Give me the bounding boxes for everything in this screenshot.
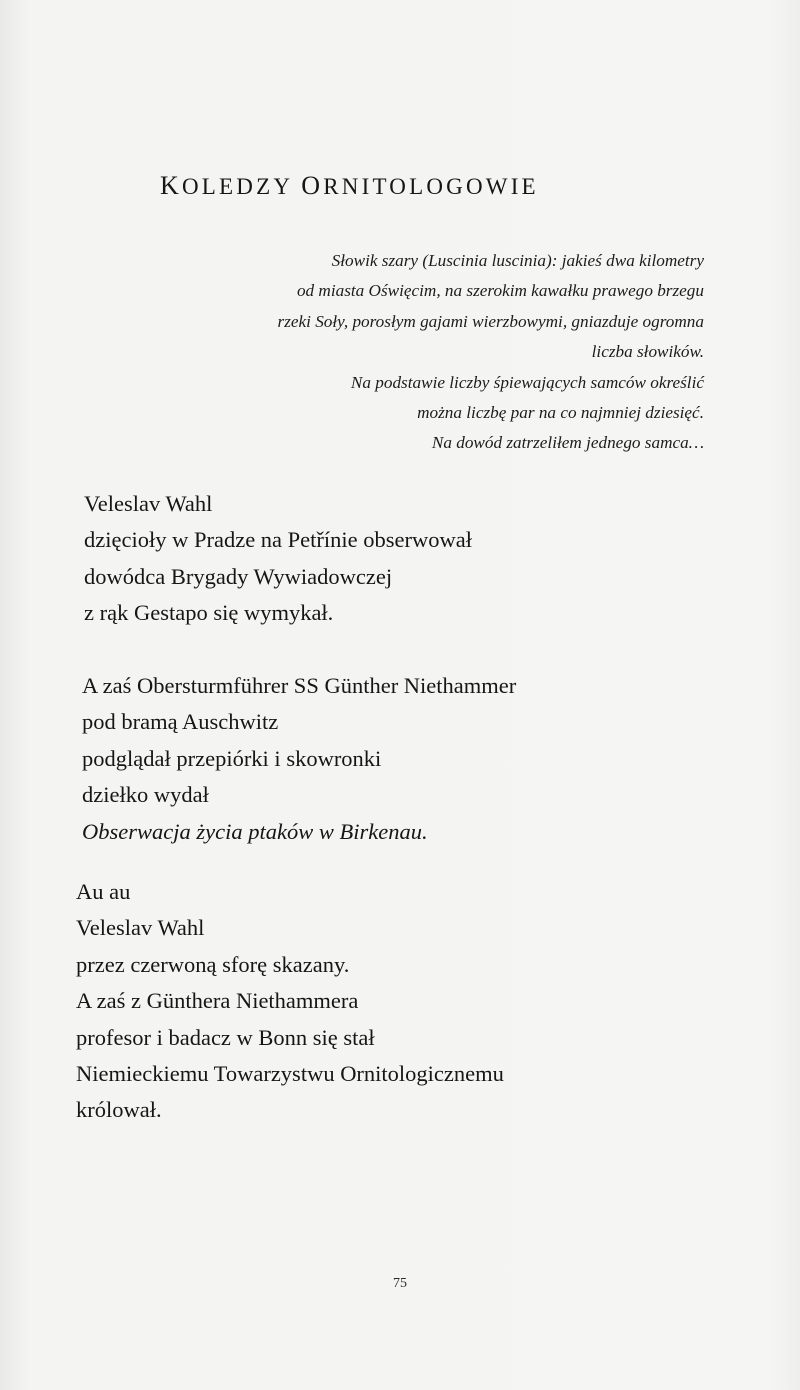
verse-line: A zaś z Günthera Niethammera: [76, 988, 359, 1014]
verse-line: dowódca Brygady Wywiadowczej: [84, 563, 393, 589]
verse-line: Au au: [76, 879, 131, 904]
verse-line: Veleslav Wahl: [84, 491, 213, 516]
epigraph-line: rzeki Soły, porosłym gajami wierzbowymi, gniazduje ogromna: [277, 311, 704, 331]
verse-line: A zaś Obersturmführer SS Günther Niethammer: [82, 673, 517, 698]
epigraph-line: można liczbę par na co najmniej dziesięć.: [417, 403, 704, 423]
epigraph-line: Słowik szary (Luscinia luscinia): jakieś dwa kilometry: [331, 251, 704, 270]
epigraph-line: liczba słowików.: [591, 342, 704, 362]
epigraph-line: Na dowód zatrzeliłem jednego samca…: [431, 433, 704, 453]
stanza-1: [84, 486, 472, 632]
verse-line: profesor i badacz w Bonn się stał: [76, 1024, 375, 1050]
verse-line: królował.: [76, 1097, 162, 1123]
epigraph-line: od miasta Oświęcim, na szerokim kawałku prawego brzegu: [296, 281, 704, 301]
epigraph: [144, 246, 704, 459]
title-initial-2: O: [301, 171, 324, 200]
page-number: 75: [393, 1276, 407, 1291]
verse-line: dziełko wydał: [82, 782, 209, 808]
verse-line: dzięcioły w Pradze na Petřínie obserwował: [84, 527, 472, 553]
verse-line: przez czerwoną sforę skazany.: [76, 951, 350, 977]
verse-line: pod bramą Auschwitz: [82, 709, 279, 735]
stanza-2: [82, 668, 516, 850]
verse-line: Veleslav Wahl: [76, 915, 205, 941]
verse-line: z rąk Gestapo się wymykał.: [84, 600, 334, 626]
title-initial-1: K: [160, 171, 182, 200]
verse-line: Niemieckiemu Towarzystwu Ornitologicznemu: [76, 1061, 504, 1087]
verse-line: podglądał przepiórki i skowronki: [82, 745, 382, 771]
stanza-3: [76, 874, 504, 1129]
title-word-2: RNITOLOGOWIE: [323, 174, 539, 199]
poem-title: [160, 171, 660, 201]
epigraph-line: Na podstawie liczby śpiewających samców określić: [350, 372, 704, 392]
title-word-1: OLEDZY: [181, 174, 293, 199]
book-title-line: Obserwacja życia ptaków w Birkenau.: [82, 818, 428, 844]
